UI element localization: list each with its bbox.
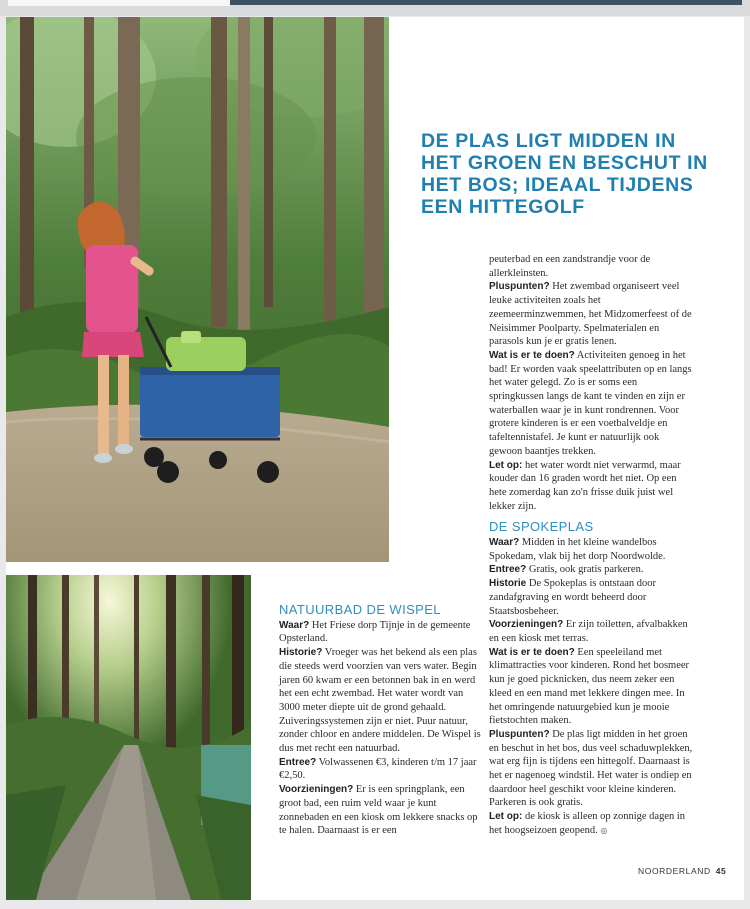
paragraph-label: Waar?	[489, 537, 520, 549]
spokeplas-paragraph	[489, 810, 694, 837]
wispel-paragraph	[279, 783, 482, 838]
continued-paragraph	[489, 349, 694, 459]
paragraph-label: Pluspunten?	[489, 281, 550, 293]
paragraph-label: Let op:	[489, 459, 523, 471]
paragraph-label: Historie?	[279, 647, 323, 659]
paragraph-text: het water wordt niet verwarmd, maar kouder dan 16 graden wordt het niet. Op een hete zomerdag kan zo'n frisse duik juist wel lekker zijn.	[489, 459, 681, 512]
continued-paragraph	[489, 459, 694, 514]
paragraph-label: Entree?	[279, 756, 317, 768]
paragraph-text: Er zijn toiletten, afvalbakken en een kiosk met terras.	[489, 619, 688, 644]
paragraph-label: Waar?	[279, 619, 310, 631]
spokeplas-paragraph	[489, 536, 694, 563]
paragraph-label: Let op:	[489, 811, 523, 823]
spokeplas-paragraph	[489, 728, 694, 810]
continued-paragraph	[489, 253, 694, 280]
forest-photo	[6, 17, 389, 562]
paragraph-label: Voorzieningen?	[489, 619, 564, 631]
paragraph-text: Het Friese dorp Tijnje in de gemeente Opsterland.	[279, 619, 471, 645]
paragraph-label: Voorzieningen?	[279, 784, 354, 796]
paragraph-text: Het zwembad organiseert veel leuke activiteiten zoals het zeemeerminzwemmen, het Midzomerfeest of de Neisimmer Poolparty. Spelmaterialen en parasols kun je er gratis lenen.	[489, 281, 692, 348]
previous-page-strip	[0, 0, 750, 16]
right-column	[489, 253, 694, 838]
continued-paragraph	[489, 280, 694, 349]
paragraph-text: peuterbad en een zandstrandje voor de allerkleinsten.	[489, 254, 651, 279]
article-end-icon: ◎	[600, 825, 608, 835]
wispel-paragraph	[279, 646, 482, 756]
paragraph-label: Wat is er te doen?	[489, 349, 575, 361]
paragraph-text: Volwassenen €3, kinderen t/m 17 jaar €2,50.	[279, 756, 477, 782]
paragraph-text: Activiteiten genoeg in het bad! Er worden vaak speelattributen op en langs het water gelegd. Zo is er soms een springkussen langs de kant te vinden en zijn er waterballen waar je in kunt rondrennen. Voor grotere kinderen is er een voetbalveldje en tafeltennistafel. Je kunt er natuurlijk ook gewoon baantjes trekken.	[489, 349, 692, 457]
wispel-paragraph	[279, 756, 482, 783]
page-footer	[638, 866, 726, 876]
magazine-name: NOORDERLAND	[638, 866, 711, 876]
page-number: 45	[715, 866, 727, 876]
paragraph-label: Historie	[489, 578, 527, 590]
spokeplas-paragraph	[489, 618, 694, 645]
magazine-page	[6, 17, 744, 900]
paragraph-text: Vroeger was het bekend als een plas die steeds werd voorzien van vers water. Begin jaren 60 kwam er een betonnen bak in en werd het een echt zwembad. Het water wordt van 3000 meter diepte uit de grond gehaald. Zuiveringssystemen zijn er niet. Puur natuur, zonder chloor en andere middelen. De Wispel is dus met recht een natuurbad.	[279, 647, 481, 755]
wispel-title: NATUURBAD DE WISPEL	[279, 602, 441, 617]
paragraph-text: Een speeleiland met klimattracties voor kinderen. Rond het bosmeer kun je goed picknicken, dus neem zeker een kleed en een mand met lekkere dingen mee. In het omringende natuurgebied kun je mooie fietstochten maken.	[489, 646, 690, 727]
paragraph-text: Er is een springplank, een groot bad, een ruim veld waar je kunt zonnebaden en een kiosk om lekkere snacks op te halen. Daarnaast is er een	[279, 784, 478, 837]
spokeplas-paragraph	[489, 563, 694, 577]
paragraph-label: Pluspunten?	[489, 728, 550, 740]
spokeplas-title: DE SPOKEPLAS	[489, 519, 594, 535]
forest-path-photo	[6, 575, 251, 900]
spokeplas-paragraph	[489, 646, 694, 728]
pull-quote-headline: DE PLAS LIGT MIDDEN IN HET GROEN EN BESCHUT IN HET BOS; IDEAAL TIJDENS EEN HITTEGOLF	[421, 130, 708, 218]
paragraph-text: de kiosk is alleen op zonnige dagen in het hoogseizoen geopend.	[489, 811, 686, 836]
previous-page-photo-edge	[230, 0, 742, 5]
paragraph-text: De plas ligt midden in het groen en beschut in het bos, dus veel schaduwplekken, wat erg fijn is tijdens een hittegolf. Daarnaast is het er nagenoeg windstil. Het water is ondiep en daardoor heel geschikt voor kleine kinderen. Parkeren is ook gratis.	[489, 728, 693, 809]
paragraph-label: Entree?	[489, 564, 527, 576]
spokeplas-paragraph	[489, 577, 694, 618]
paragraph-text: Gratis, ook gratis parkeren.	[526, 564, 644, 576]
previous-page-edge	[8, 0, 230, 6]
paragraph-label: Wat is er te doen?	[489, 646, 575, 658]
paragraph-text: De Spokeplas is ontstaan door zandafgraving en wordt beheerd door Staatsbosbeheer.	[489, 578, 657, 617]
wispel-column	[279, 603, 482, 838]
wispel-paragraph	[279, 619, 482, 646]
paragraph-text: Midden in het kleine wandelbos Spokedam, vlak bij het dorp Noordwolde.	[489, 537, 666, 562]
